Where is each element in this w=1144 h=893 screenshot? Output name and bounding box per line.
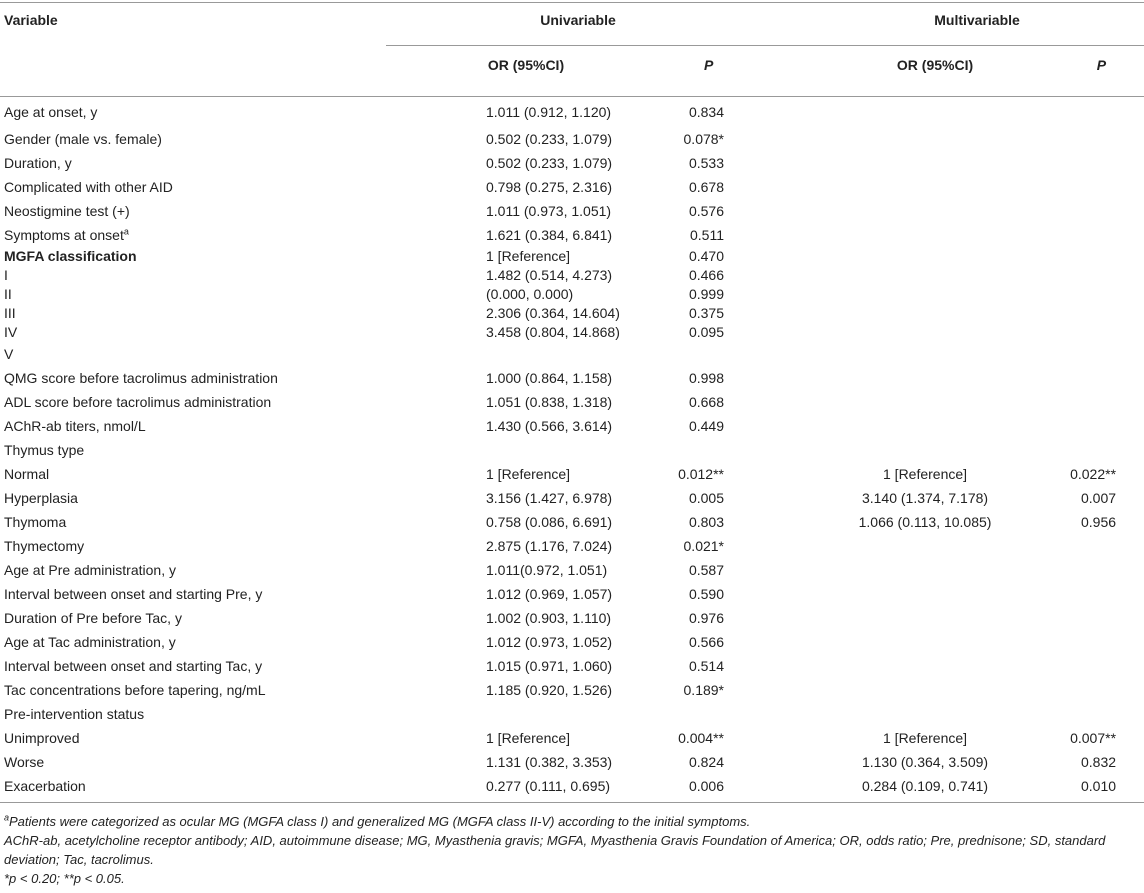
multivariable-p [1040,247,1144,266]
univariable-p: 0.587 [688,561,724,578]
row-label: Duration of Pre before Tac, y [4,609,182,626]
row-label: Tac concentrations before tapering, ng/mL [4,681,266,698]
multivariable-p [1040,223,1144,247]
table-row [0,582,1144,606]
univariable-p [566,438,732,462]
multivariable-or: 3.140 (1.374, 7.178) [861,489,989,506]
row-label: Thymoma [4,513,67,530]
table-row [0,678,1144,702]
multivariable-or [810,558,1040,582]
table-footnotes [4,812,1134,888]
univariable-or: 3.458 (0.804, 14.868) [486,323,620,340]
multivariable-p [1040,606,1144,630]
table-row [0,223,1144,247]
univariable-p: 0.590 [688,585,724,602]
multivariable-or [810,606,1040,630]
header-univariable: Univariable [386,3,810,46]
univariable-or: 1.430 (0.566, 3.614) [486,417,613,434]
row-label: Age at Tac administration, y [4,633,176,650]
univariable-or: 1.015 (0.971, 1.060) [486,657,613,674]
table-row [0,654,1144,678]
multivariable-p: 0.022** [1070,465,1117,482]
row-label: Normal [4,465,50,482]
row-label: III [4,304,16,321]
univariable-or: 1 [Reference] [486,465,571,482]
row-label: MGFA classification [4,247,137,264]
univariable-or [386,438,566,462]
multivariable-p [1040,175,1144,199]
univariable-p: 0.803 [688,513,724,530]
multivariable-or [810,582,1040,606]
table-row [0,510,1144,534]
multivariable-p [1040,654,1144,678]
row-label: IV [4,323,18,340]
table-row [0,199,1144,223]
table-row [0,323,1144,342]
table-row [0,285,1144,304]
univariable-or: 1.051 (0.838, 1.318) [486,393,613,410]
multivariable-p: 0.007** [1070,729,1117,746]
multivariable-p [1040,582,1144,606]
univariable-or: 1.012 (0.969, 1.057) [486,585,613,602]
univariable-p: 0.006 [566,774,732,803]
table-row [0,247,1144,266]
multivariable-p [1040,534,1144,558]
multivariable-or [810,678,1040,702]
header-univariable-p: P [704,57,714,73]
multivariable-or [810,438,1040,462]
row-label: Gender (male vs. female) [4,130,162,147]
table-row [0,462,1144,486]
multivariable-p [1040,199,1144,223]
multivariable-or [810,266,1040,285]
table-row [0,175,1144,199]
univariable-p: 0.021* [683,537,724,554]
row-label: Unimproved [4,729,80,746]
univariable-or: 1.000 (0.864, 1.158) [486,369,613,386]
multivariable-p [1040,366,1144,390]
univariable-or: 3.156 (1.427, 6.978) [486,489,613,506]
univariable-p: 0.976 [688,609,724,626]
univariable-p: 0.834 [688,103,724,120]
row-label: Age at onset, y [4,103,98,120]
multivariable-p [1040,97,1144,127]
univariable-p: 0.668 [688,393,724,410]
multivariable-or [810,97,1040,127]
univariable-or: 1.185 (0.920, 1.526) [486,681,613,698]
footnote-abbreviations: AChR-ab, acetylcholine receptor antibody; AID, autoimmune disease; MG, Myasthenia gravis; MGFA, Myasthenia Gravis Foundation of America; OR, odds ratio; Pre, prednisone; SD, standard deviation; Tac, tacrolimus. [4,833,1106,867]
multivariable-or: 1 [Reference] [883,729,968,746]
row-label: Exacerbation [0,774,386,803]
univariable-p: 0.189* [683,681,724,698]
header-multivariable-p: P [1096,57,1107,73]
multivariable-p [1040,558,1144,582]
univariable-or: 1.011 (0.912, 1.120) [486,103,612,120]
univariable-p: 0.012** [678,465,724,482]
multivariable-or [810,414,1040,438]
table-row [0,151,1144,175]
univariable-or: 1.011(0.972, 1.051) [486,561,608,578]
multivariable-or: 1.066 (0.113, 10.085) [858,513,992,530]
table-row [0,750,1144,774]
univariable-or: 0.502 (0.233, 1.079) [486,130,613,147]
univariable-or: 2.306 (0.364, 14.604) [486,304,620,321]
header-variable: Variable [0,3,386,46]
table-row [0,702,1144,726]
row-label: Duration, y [4,154,72,171]
row-label: Hyperplasia [4,489,78,506]
table-row [0,390,1144,414]
multivariable-or [810,127,1040,151]
univariable-or: 0.758 (0.086, 6.691) [486,513,613,530]
header-multivariable: Multivariable [810,3,1144,46]
univariable-p: 0.566 [688,633,724,650]
table-row [0,558,1144,582]
univariable-or: 1.621 (0.384, 6.841) [486,226,613,243]
table-row [0,438,1144,462]
multivariable-or: 1.130 (0.364, 3.509) [861,753,989,770]
multivariable-p [1040,702,1144,726]
multivariable-or [810,151,1040,175]
results-table [0,2,1144,803]
row-label: V [4,345,14,362]
header-multivariable-or: OR (95%CI) [896,57,974,73]
row-label: AChR-ab titers, nmol/L [4,417,146,434]
footnote-a: $^a$Patients were categorized as ocular MG (MGFA class I) and generalized MG (MGFA class II-V) according to the initial symptoms. [4,812,751,829]
multivariable-or [810,366,1040,390]
univariable-or: 0.502 (0.233, 1.079) [486,154,613,171]
multivariable-p [1040,438,1144,462]
univariable-p: 0.511 [690,226,724,243]
table-row [0,304,1144,323]
multivariable-p: 0.832 [1080,753,1117,770]
multivariable-or [810,247,1040,266]
multivariable-or [810,304,1040,323]
multivariable-or [810,390,1040,414]
univariable-p: 0.824 [688,753,724,770]
row-label: Pre-intervention status [4,705,145,722]
univariable-p: 0.095 [688,323,724,340]
multivariable-or: 0.284 (0.109, 0.741) [810,774,1040,803]
row-label: Thymus type [4,441,85,458]
univariable-or: 1.012 (0.973, 1.052) [486,633,613,650]
table-row [0,97,1144,127]
univariable-or: 1 [Reference] [486,247,571,264]
row-label: ADL score before tacrolimus administration [4,393,272,410]
multivariable-or [810,285,1040,304]
multivariable-or [810,654,1040,678]
multivariable-p [1040,304,1144,323]
univariable-or [386,702,566,726]
multivariable-p: 0.007 [1080,489,1117,506]
row-label: Age at Pre administration, y [4,561,176,578]
univariable-p [566,702,732,726]
row-label: Neostigmine test (+) [4,202,130,219]
multivariable-or [810,630,1040,654]
row-label: Thymectomy [4,537,85,554]
multivariable-or [810,223,1040,247]
row-label: Complicated with other AID [4,178,173,195]
table-row [0,127,1144,151]
multivariable-p: 0.956 [1080,513,1117,530]
multivariable-or: 1 [Reference] [883,465,968,482]
header-univariable-or: OR (95%CI) [487,57,565,73]
univariable-p: 0.576 [688,202,724,219]
univariable-p: 0.466 [688,266,724,283]
table-row [0,630,1144,654]
table-row [0,266,1144,285]
multivariable-p [1040,323,1144,342]
table-row [0,342,1144,366]
univariable-p: 0.375 [688,304,724,321]
univariable-p: 0.449 [688,417,724,434]
footnote-significance: *p < 0.20; **p < 0.05. [4,871,125,886]
univariable-p: 0.998 [688,369,724,386]
univariable-or: 1.002 (0.903, 1.110) [486,609,612,626]
multivariable-p [1040,678,1144,702]
table-row [0,774,1144,803]
multivariable-p [1040,266,1144,285]
univariable-or: 0.277 (0.111, 0.695) [386,774,566,803]
univariable-p [566,342,732,366]
multivariable-p [1040,285,1144,304]
multivariable-p [1040,151,1144,175]
univariable-p: 0.004** [678,729,724,746]
univariable-or: 0.798 (0.275, 2.316) [486,178,613,195]
table-row [0,534,1144,558]
univariable-p: 0.078* [683,130,724,147]
row-label: Symptoms at onset$^a$ [4,225,129,243]
univariable-p: 0.678 [688,178,724,195]
row-label: QMG score before tacrolimus administration [4,369,278,386]
univariable-p: 0.470 [688,247,724,264]
row-label: II [4,285,12,302]
row-label: Worse [4,753,45,770]
multivariable-p [1040,390,1144,414]
univariable-or: 2.875 (1.176, 7.024) [486,537,613,554]
row-label: Interval between onset and starting Pre, y [4,585,263,602]
table-row [0,414,1144,438]
table-row [0,486,1144,510]
univariable-or: 1.011 (0.973, 1.051) [486,202,612,219]
univariable-or: (0.000, 0.000) [486,285,574,302]
row-label: I [4,266,8,283]
row-label: Interval between onset and starting Tac, y [4,657,263,674]
table-row [0,726,1144,750]
multivariable-or [810,534,1040,558]
table-row [0,366,1144,390]
multivariable-or [810,702,1040,726]
multivariable-or [810,323,1040,342]
univariable-or: 1.131 (0.382, 3.353) [486,753,613,770]
univariable-p: 0.514 [688,657,724,674]
multivariable-p [1040,414,1144,438]
multivariable-or [810,175,1040,199]
multivariable-p [1040,127,1144,151]
multivariable-or [810,342,1040,366]
univariable-or: 1 [Reference] [486,729,571,746]
univariable-p: 0.005 [688,489,724,506]
multivariable-or [810,199,1040,223]
multivariable-p [1040,342,1144,366]
univariable-or: 1.482 (0.514, 4.273) [486,266,613,283]
multivariable-p: 0.010 [1040,774,1144,803]
univariable-or [386,342,566,366]
table-row [0,606,1144,630]
univariable-p: 0.999 [688,285,724,302]
multivariable-p [1040,630,1144,654]
univariable-p: 0.533 [688,154,724,171]
